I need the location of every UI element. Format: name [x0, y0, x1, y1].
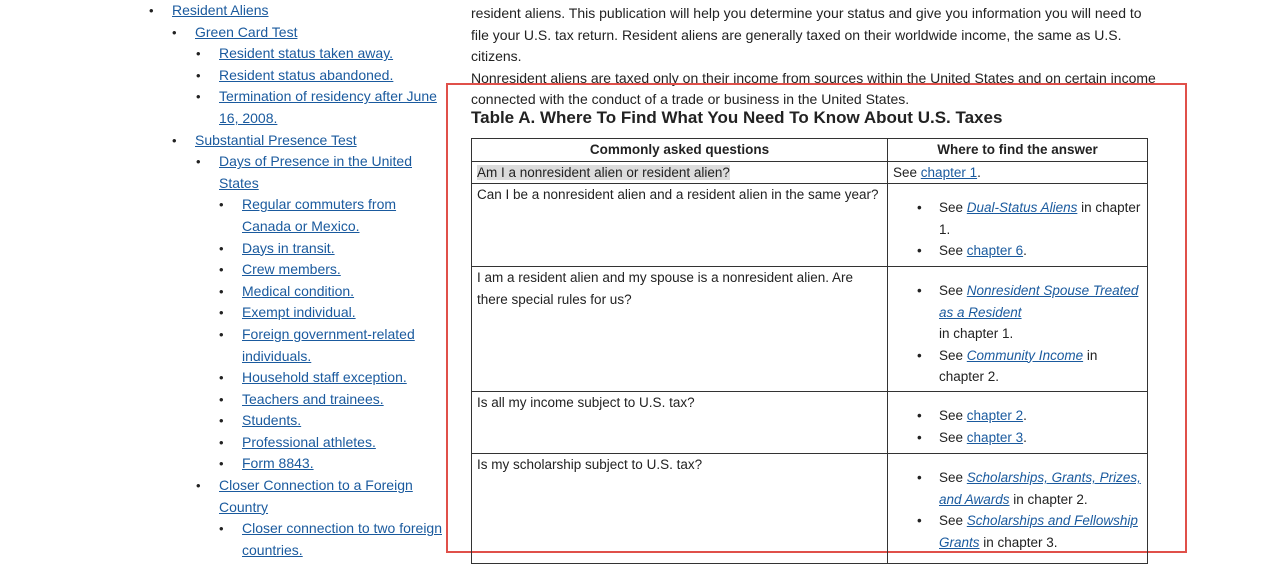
answer-link[interactable]: Scholarships and Fellowship Grants: [939, 513, 1138, 550]
answer-cell: [888, 161, 1148, 184]
toc-link[interactable]: Green Card Test: [195, 23, 298, 40]
see-label: See: [893, 164, 918, 180]
answer-suffix: in chapter 2.: [939, 347, 1098, 384]
answer-suffix: .: [1023, 243, 1027, 258]
table-row: [472, 392, 1148, 454]
see-label: See: [939, 513, 964, 528]
toc-link[interactable]: Household staff exception.: [242, 369, 407, 386]
answer-suffix: in chapter 1.: [939, 326, 1014, 341]
table-header-row: [472, 139, 1148, 162]
answer-item: [939, 345, 1142, 388]
table-row: [472, 161, 1148, 184]
answer-suffix: in chapter 2.: [1009, 491, 1088, 507]
question-cell: Is all my income subject to U.S. tax?: [472, 392, 888, 454]
see-label: See: [939, 283, 964, 298]
answer-item: [939, 240, 1142, 262]
toc-link[interactable]: Days in transit.: [242, 239, 335, 256]
answer-cell: [888, 392, 1148, 454]
toc-link[interactable]: Form 8843.: [242, 455, 314, 472]
toc-link[interactable]: Closer connection to two foreign countries.: [242, 520, 442, 558]
toc-item[interactable]: [242, 389, 442, 411]
toc-link[interactable]: Medical condition.: [242, 282, 355, 299]
answer-suffix: .: [1023, 429, 1027, 445]
toc-item[interactable]: [242, 432, 442, 454]
answer-suffix: .: [1023, 408, 1027, 423]
answer-cell: [888, 454, 1148, 564]
toc-link[interactable]: Teachers and trainees.: [242, 390, 384, 407]
answer-item: [939, 280, 1142, 345]
table-row: [472, 267, 1148, 392]
toc-link[interactable]: Days of Presence in the United States: [219, 153, 412, 191]
question-text: Am I a nonresident alien or resident alien?: [477, 164, 730, 180]
intro-line: connected with the conduct of a trade or business in the United States.: [471, 91, 910, 108]
toc-item[interactable]: [195, 22, 440, 44]
answer-link[interactable]: chapter 2: [966, 408, 1024, 423]
toc-item[interactable]: [242, 410, 442, 432]
answer-suffix: .: [977, 164, 981, 180]
intro-line: file your U.S. tax return. Resident aliens are generally taxed on their worldwide income, the same as U.S. citizens.: [471, 26, 1122, 65]
toc-link[interactable]: Closer Connection to a Foreign Country: [219, 477, 413, 515]
intro-line: Nonresident aliens are taxed only on their income from sources within the United States and on certain income: [471, 69, 1156, 86]
question-cell: Is my scholarship subject to U.S. tax?: [472, 454, 888, 564]
see-label: See: [939, 408, 964, 423]
toc-item[interactable]: [172, 0, 432, 22]
see-label: See: [939, 200, 964, 215]
see-label: See: [939, 470, 964, 485]
toc-link[interactable]: Termination of residency after June 16, 2008.: [219, 88, 437, 126]
toc-item[interactable]: [242, 302, 442, 324]
toc-link[interactable]: Substantial Presence Test: [195, 131, 357, 148]
toc-link[interactable]: Regular commuters from Canada or Mexico.: [242, 196, 397, 234]
answer-link[interactable]: chapter 6: [966, 243, 1024, 258]
toc-link[interactable]: Professional athletes.: [242, 433, 376, 450]
toc-item[interactable]: [219, 86, 441, 129]
toc-link[interactable]: Exempt individual.: [242, 304, 356, 321]
toc-item[interactable]: [219, 43, 441, 65]
toc-link[interactable]: Crew members.: [242, 261, 341, 278]
toc-item[interactable]: [242, 238, 442, 260]
answer-suffix: in chapter 1.: [939, 200, 1141, 237]
toc-item[interactable]: [242, 324, 442, 367]
see-label: See: [939, 347, 964, 363]
answer-cell: [888, 267, 1148, 392]
answer-item: [939, 427, 1142, 449]
answer-item: [939, 197, 1142, 240]
toc-link[interactable]: Foreign government-related individuals.: [242, 325, 415, 364]
toc-item[interactable]: [219, 475, 441, 518]
question-cell: [472, 161, 888, 184]
column-header-questions: Commonly asked questions: [472, 139, 888, 162]
question-cell: I am a resident alien and my spouse is a nonresident alien. Are there special rules for us?: [472, 267, 888, 392]
column-header-answers: Where to find the answer: [888, 139, 1148, 162]
table-title: Table A. Where To Find What You Need To Know About U.S. Taxes: [471, 108, 1003, 127]
toc-link[interactable]: Resident status abandoned.: [219, 66, 394, 83]
toc-link[interactable]: Resident Aliens: [172, 2, 269, 18]
questions-table: [471, 138, 1148, 564]
answer-cell: [888, 184, 1148, 267]
intro-line: resident aliens. This publication will help you determine your status and give you information you will need to: [471, 5, 1142, 21]
toc-item[interactable]: [242, 194, 442, 237]
see-label: See: [939, 243, 964, 258]
toc-item[interactable]: [242, 281, 442, 303]
answer-item: [939, 510, 1142, 553]
answer-item: [939, 467, 1142, 510]
toc-link[interactable]: Students.: [242, 412, 302, 429]
see-label: See: [939, 429, 964, 445]
toc-item[interactable]: [242, 453, 442, 475]
toc-item[interactable]: [242, 518, 442, 561]
question-cell: Can I be a nonresident alien and a resident alien in the same year?: [472, 184, 888, 267]
toc-item[interactable]: [195, 130, 440, 152]
answer-link[interactable]: Community Income: [966, 347, 1084, 363]
answer-link[interactable]: chapter 1: [920, 164, 978, 180]
table-row: [472, 454, 1148, 564]
toc-link[interactable]: Resident status taken away.: [219, 45, 394, 62]
table-of-contents: [0, 0, 450, 561]
toc-item[interactable]: [219, 151, 441, 194]
answer-link[interactable]: Dual-Status Aliens: [966, 200, 1078, 215]
table-row: [472, 184, 1148, 267]
answer-item: [939, 405, 1142, 427]
answer-link[interactable]: Scholarships, Grants, Prizes, and Awards: [939, 470, 1141, 507]
toc-item[interactable]: [242, 259, 442, 281]
answer-link[interactable]: chapter 3: [966, 429, 1024, 445]
toc-item[interactable]: [242, 367, 442, 389]
toc-item[interactable]: [219, 65, 441, 87]
answer-suffix: in chapter 3.: [979, 534, 1058, 550]
answer-link[interactable]: Nonresident Spouse Treated as a Resident: [939, 283, 1139, 320]
